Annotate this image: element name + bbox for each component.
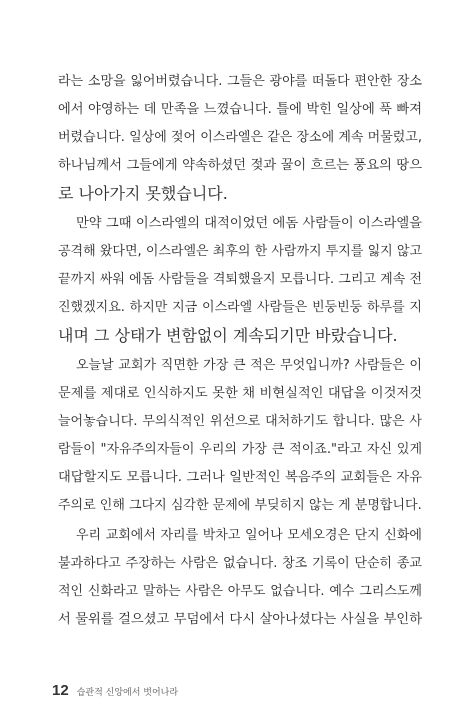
running-title: 습관적 신앙에서 벗어나라 — [76, 688, 179, 698]
text-line: 진했겠지요. 하지만 지금 이스라엘 사람들은 빈둥빈둥 하루를 지 — [58, 300, 422, 315]
text-line: 오늘날 교회가 직면한 가장 큰 적은 무엇입니까? 사람들은 이 — [76, 358, 422, 373]
page-footer — [52, 682, 178, 700]
text-line: 공격해 왔다면, 이스라엘은 최후의 한 사람까지 투지를 잃지 않고 — [58, 244, 422, 259]
text-line: 로 나아가지 못했습니다. — [58, 184, 228, 203]
text-line: 문제를 제대로 인식하지도 못한 채 비현실적인 대답을 이것저것 — [58, 386, 422, 401]
text-line: 람들이 "자유주의자들이 우리의 가장 큰 적이죠."라고 자신 있게 — [58, 442, 422, 457]
text-line: 서 물위를 걸으셨고 무덤에서 다시 살아나셨다는 사실을 부인하 — [58, 612, 422, 627]
text-line: 끝까지 싸워 에돔 사람들을 격퇴했을지 모릅니다. 그리고 계속 전 — [58, 272, 422, 287]
text-line: 내며 그 상태가 변함없이 계속되기만 바랐습니다. — [58, 326, 398, 345]
page-number: 12 — [52, 682, 69, 699]
text-line: 하나님께서 그들에게 약속하셨던 젖과 꿀이 흐르는 풍요의 땅으 — [58, 158, 422, 173]
text-line: 라는 소망을 잃어버렸습니다. 그들은 광야를 떠돌다 편안한 장소 — [58, 74, 422, 89]
text-line: 에서 야영하는 데 만족을 느꼈습니다. 틀에 박힌 일상에 푹 빠져 — [58, 102, 422, 117]
text-line: 주의로 인해 그다지 심각한 문제에 부딪히지 않는 게 분명합니다. — [58, 498, 422, 513]
text-line: 만약 그때 이스라엘의 대적이었던 에돔 사람들이 이스라엘을 — [76, 216, 422, 231]
text-line: 늘어놓습니다. 무의식적인 위선으로 대처하기도 합니다. 많은 사 — [58, 414, 422, 429]
text-line: 우리 교회에서 자리를 박차고 일어나 모세오경은 단지 신화에 — [76, 528, 422, 543]
text-line: 불과하다고 주장하는 사람은 없습니다. 창조 기록이 단순히 종교 — [58, 556, 422, 571]
text-line: 대답할지도 모릅니다. 그러나 일반적인 복음주의 교회들은 자유 — [58, 470, 422, 485]
text-line: 버렸습니다. 일상에 젖어 이스라엘은 같은 장소에 계속 머물렀고, — [58, 130, 422, 145]
text-line: 적인 신화라고 말하는 사람은 아무도 없습니다. 예수 그리스도께 — [58, 584, 422, 599]
